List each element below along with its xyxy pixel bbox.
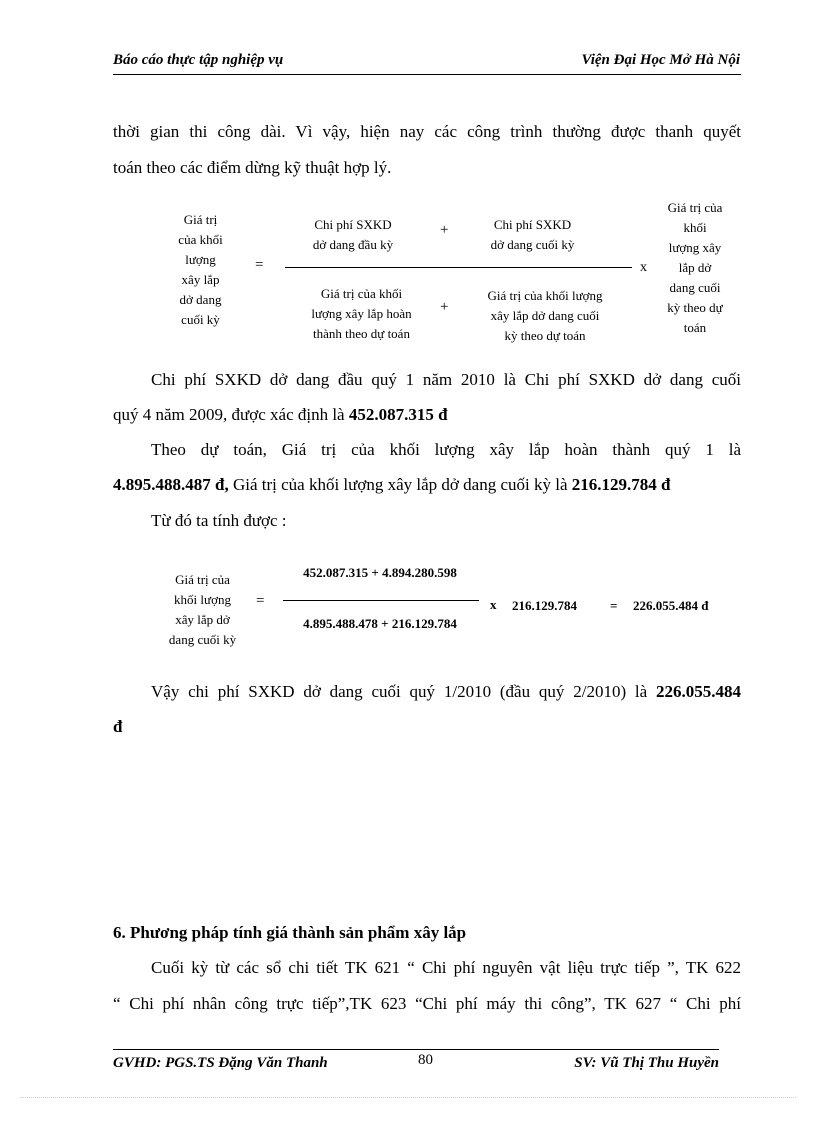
section6-line-2: “ Chi phí nhân công trực tiếp”,TK 623 “Chi phí máy thi công”, TK 627 “ Chi phí xyxy=(113,994,741,1013)
formula1-rhs: Giá trị của khối lượng xây lắp dở dang cuối kỳ theo dự toán xyxy=(667,200,723,335)
footer-rule xyxy=(113,1049,719,1050)
conclusion-line-2: đ xyxy=(113,717,123,736)
footer-left: GVHD: PGS.TS Đặng Văn Thanh xyxy=(113,1055,328,1071)
section6-heading: 6. Phương pháp tính giá thành sản phẩm xây lắp xyxy=(113,923,467,942)
footer-right: SV: Vũ Thị Thu Huyền xyxy=(574,1055,719,1071)
formula1-equals: = xyxy=(255,257,264,273)
conclusion-line-1: Vậy chi phí SXKD dở dang cuối quý 1/2010 (đầu quý 2/2010) là 226.055.484 xyxy=(151,682,741,701)
para2-line-1: Theo dự toán, Giá trị của khối lượng xây lắp hoàn thành quý 1 là xyxy=(151,440,741,459)
formula1-num-b: Chi phí SXKD dở dang cuối kỳ xyxy=(490,217,575,252)
intro-line-1: thời gian thi công dài. Vì vậy, hiện nay các công trình thường được thanh quyết xyxy=(113,122,741,141)
section6-line-1: Cuối kỳ từ các sổ chi tiết TK 621 “ Chi phí nguyên vật liệu trực tiếp ”, TK 622 xyxy=(151,958,741,977)
para2-line-2: 4.895.488.487 đ, Giá trị của khối lượng xây lắp dở dang cuối kỳ là 216.129.784 đ xyxy=(113,475,671,494)
formula1-num-a: Chi phí SXKD dở dang đầu kỳ xyxy=(312,217,394,252)
formula2-fraction-bar xyxy=(283,600,479,601)
para1-line-2: quý 4 năm 2009, được xác định là 452.087.315 đ xyxy=(113,405,448,424)
formula1-den-plus: + xyxy=(440,299,449,315)
formula1-den-b: Giá trị của khối lượng xây lắp dở dang cuối kỳ theo dự toán xyxy=(487,288,603,343)
formula1-den-a: Giá trị của khối lượng xây lắp hoàn thành theo dự toán xyxy=(311,286,412,341)
formula2-result: 226.055.484 đ xyxy=(633,598,709,613)
formula1-num-plus: + xyxy=(440,222,449,238)
page-bottom-dotted-border xyxy=(20,1097,796,1098)
header-right: Viện Đại Học Mở Hà Nội xyxy=(581,52,740,68)
header-rule xyxy=(113,74,741,75)
formula2-factor: 216.129.784 xyxy=(512,598,577,613)
formula1-fraction-bar xyxy=(285,267,632,268)
formula2-equals: = xyxy=(256,593,265,609)
formula1-lhs: Giá trị của khối lượng xây lắp dở dang cuối kỳ xyxy=(178,212,223,327)
formula1-times: x xyxy=(640,260,647,275)
header-left: Báo cáo thực tập nghiệp vụ xyxy=(113,52,284,68)
formula2-times: x xyxy=(490,597,497,612)
intro-line-2: toán theo các điểm dừng kỹ thuật hợp lý. xyxy=(113,158,392,177)
formula2-lhs: Giá trị của khối lượng xây lắp dở dang cuối kỳ xyxy=(168,572,237,647)
formula2-numerator: 452.087.315 + 4.894.280.598 xyxy=(303,565,457,580)
footer-page-number: 80 xyxy=(418,1052,433,1068)
formula2-equals-2: = xyxy=(610,598,618,613)
para1-line-1: Chi phí SXKD dở dang đầu quý 1 năm 2010 là Chi phí SXKD dở dang cuối xyxy=(151,370,741,389)
para3-line: Từ đó ta tính được : xyxy=(151,511,287,530)
formula2-denominator: 4.895.488.478 + 216.129.784 xyxy=(303,616,457,631)
